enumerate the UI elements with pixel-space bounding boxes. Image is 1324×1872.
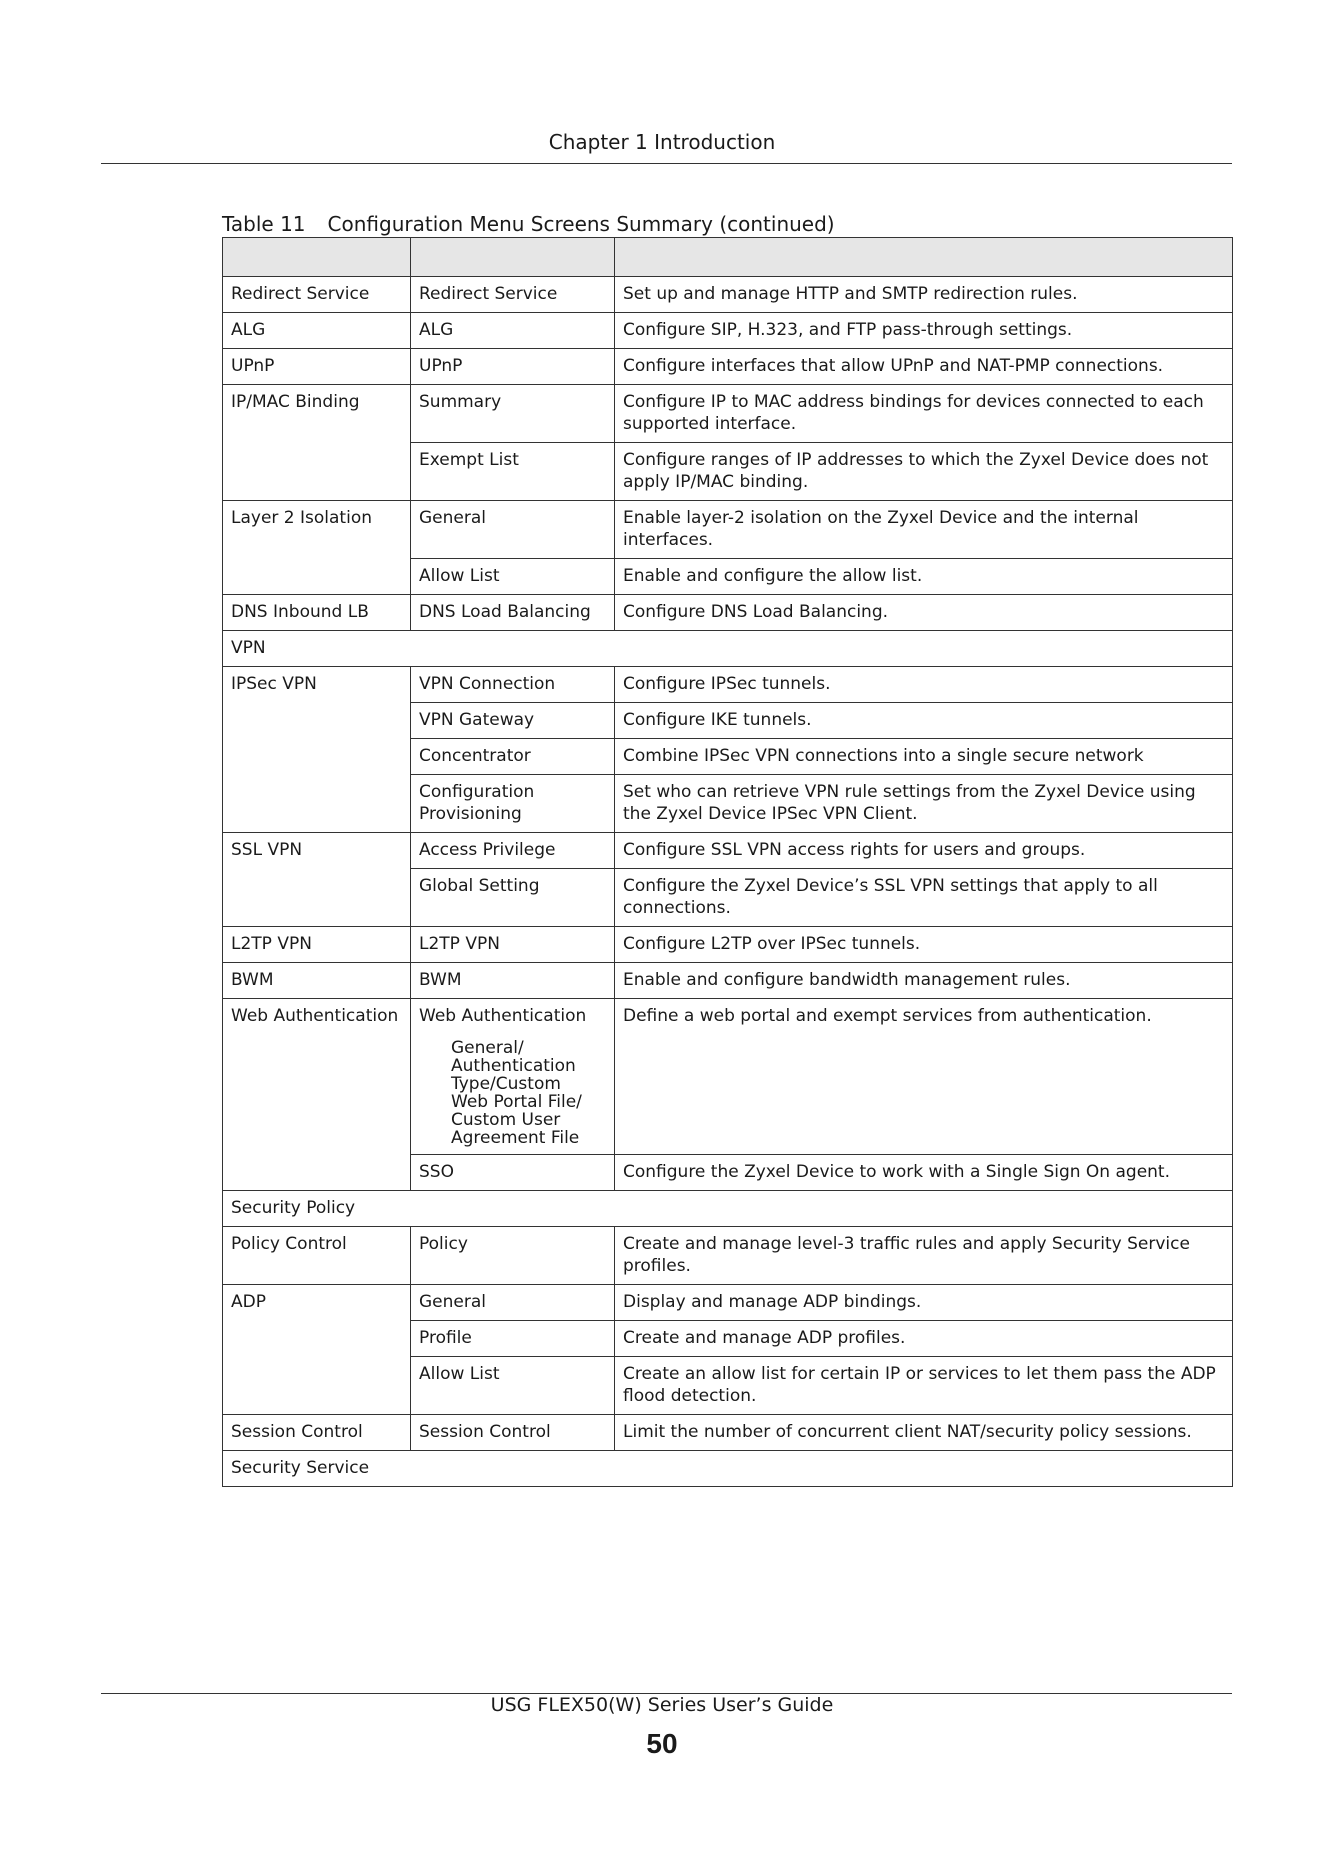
screen-name: Session Control: [419, 1422, 551, 1442]
function-cell: Configure the Zyxel Device’s SSL VPN settings that apply to all connections.: [615, 869, 1233, 927]
footer-title: USG FLEX50(W) Series User’s Guide: [490, 1694, 834, 1716]
function-cell: Create and manage ADP profiles.: [615, 1321, 1233, 1357]
table-section-row: [223, 1451, 1233, 1487]
table-row: [223, 349, 1233, 385]
screen-name: UPnP: [419, 356, 463, 376]
menu-cell: ALG: [223, 313, 411, 349]
menu-cell: Web Authentication: [223, 999, 411, 1191]
screen-name: Profile: [419, 1328, 472, 1348]
header-divider: [101, 163, 1232, 164]
section-heading-cell: Security Policy: [223, 1191, 1233, 1227]
configuration-menu-table: [222, 237, 1233, 1487]
function-cell: Display and manage ADP bindings.: [615, 1285, 1233, 1321]
screen-name: Allow List: [419, 566, 500, 586]
table-row: [223, 1415, 1233, 1451]
function-cell: Configure L2TP over IPSec tunnels.: [615, 927, 1233, 963]
screen-cell: [411, 1155, 615, 1191]
menu-cell: Session Control: [223, 1415, 411, 1451]
table-caption-label: Table 11: [222, 212, 306, 236]
function-cell: Create an allow list for certain IP or services to let them pass the ADP flood detection.: [615, 1357, 1233, 1415]
screen-name: VPN Connection: [419, 674, 556, 694]
table-row: [223, 927, 1233, 963]
menu-cell: L2TP VPN: [223, 927, 411, 963]
table-caption: [222, 212, 835, 236]
screen-name: General: [419, 1292, 486, 1312]
section-heading-cell: Security Service: [223, 1451, 1233, 1487]
function-cell: Configure IPSec tunnels.: [615, 667, 1233, 703]
screen-cell: [411, 1227, 615, 1285]
function-cell: Create and manage level-3 traffic rules and apply Security Service profiles.: [615, 1227, 1233, 1285]
screen-name: Concentrator: [419, 746, 531, 766]
function-cell: Enable layer-2 isolation on the Zyxel Device and the internal interfaces.: [615, 501, 1233, 559]
table-header-row: [223, 238, 1233, 277]
menu-cell: Redirect Service: [223, 277, 411, 313]
menu-cell: UPnP: [223, 349, 411, 385]
screen-cell: [411, 349, 615, 385]
screen-cell: [411, 999, 615, 1155]
screen-name: Summary: [419, 392, 502, 412]
screen-cell: [411, 313, 615, 349]
table-caption-title: Configuration Menu Screens Summary (continued): [327, 212, 835, 236]
screen-name: ALG: [419, 320, 454, 340]
table-header-cell: [615, 238, 1233, 277]
screen-cell: [411, 703, 615, 739]
table-row: [223, 1227, 1233, 1285]
screen-name: Exempt List: [419, 450, 519, 470]
screen-name: VPN Gateway: [419, 710, 535, 730]
screen-sub-item: Web Portal File/: [451, 1092, 582, 1112]
screen-name: General: [419, 508, 486, 528]
function-cell: Enable and configure bandwidth management rules.: [615, 963, 1233, 999]
function-cell: Set who can retrieve VPN rule settings from the Zyxel Device using the Zyxel Device IPSec VPN Client.: [615, 775, 1233, 833]
screen-name: Access Privilege: [419, 840, 556, 860]
menu-cell: Policy Control: [223, 1227, 411, 1285]
screen-sub-item: Agreement File: [451, 1128, 580, 1148]
screen-name: L2TP VPN: [419, 934, 500, 954]
screen-cell: [411, 775, 615, 833]
screen-cell: [411, 277, 615, 313]
function-cell: Define a web portal and exempt services from authentication.: [615, 999, 1233, 1155]
menu-cell: ADP: [223, 1285, 411, 1415]
screen-cell: [411, 927, 615, 963]
function-cell: Configure the Zyxel Device to work with a Single Sign On agent.: [615, 1155, 1233, 1191]
screen-name: Redirect Service: [419, 284, 558, 304]
screen-cell: [411, 385, 615, 443]
function-cell: Set up and manage HTTP and SMTP redirection rules.: [615, 277, 1233, 313]
screen-name: SSO: [419, 1162, 454, 1182]
screen-cell: [411, 1285, 615, 1321]
screen-cell: [411, 667, 615, 703]
function-cell: Limit the number of concurrent client NAT/security policy sessions.: [615, 1415, 1233, 1451]
function-cell: Configure DNS Load Balancing.: [615, 595, 1233, 631]
screen-sub-item: General/: [451, 1038, 524, 1058]
table-row: [223, 999, 1233, 1155]
screen-name: Policy: [419, 1234, 468, 1254]
table-section-row: [223, 1191, 1233, 1227]
table-row: [223, 501, 1233, 559]
screen-cell: [411, 1321, 615, 1357]
page-number: 50: [646, 1728, 678, 1759]
section-heading-cell: VPN: [223, 631, 1233, 667]
table-body: [223, 277, 1233, 1487]
screen-name: Allow List: [419, 1364, 500, 1384]
table-header-cell: [411, 238, 615, 277]
screen-name: Global Setting: [419, 876, 540, 896]
screen-cell: [411, 443, 615, 501]
screen-sub-item: Type/Custom: [451, 1074, 561, 1094]
function-cell: Enable and configure the allow list.: [615, 559, 1233, 595]
table-row: [223, 385, 1233, 443]
menu-cell: SSL VPN: [223, 833, 411, 927]
menu-cell: Layer 2 Isolation: [223, 501, 411, 595]
table-row: [223, 277, 1233, 313]
menu-cell: IPSec VPN: [223, 667, 411, 833]
table-section-row: [223, 631, 1233, 667]
table-header-cell: [223, 238, 411, 277]
menu-cell: DNS Inbound LB: [223, 595, 411, 631]
menu-cell: IP/MAC Binding: [223, 385, 411, 501]
screen-cell: [411, 963, 615, 999]
table-row: [223, 1285, 1233, 1321]
table-row: [223, 833, 1233, 869]
screen-sub-items: [419, 1039, 606, 1147]
function-cell: Configure ranges of IP addresses to which the Zyxel Device does not apply IP/MAC binding.: [615, 443, 1233, 501]
table-row: [223, 963, 1233, 999]
screen-cell: [411, 739, 615, 775]
screen-sub-item: Custom User: [451, 1110, 561, 1130]
screen-sub-item: Authentication: [451, 1056, 576, 1076]
function-cell: Configure interfaces that allow UPnP and NAT-PMP connections.: [615, 349, 1233, 385]
table-row: [223, 595, 1233, 631]
menu-cell: BWM: [223, 963, 411, 999]
screen-cell: [411, 1357, 615, 1415]
screen-name: Web Authentication: [419, 1006, 587, 1026]
screen-cell: [411, 501, 615, 559]
screen-cell: [411, 833, 615, 869]
screen-cell: [411, 1415, 615, 1451]
screen-cell: [411, 559, 615, 595]
function-cell: Configure SIP, H.323, and FTP pass-through settings.: [615, 313, 1233, 349]
screen-name: DNS Load Balancing: [419, 602, 591, 622]
table-row: [223, 667, 1233, 703]
screen-cell: [411, 869, 615, 927]
screen-cell: [411, 595, 615, 631]
function-cell: Configure SSL VPN access rights for users and groups.: [615, 833, 1233, 869]
function-cell: Configure IKE tunnels.: [615, 703, 1233, 739]
screen-name: BWM: [419, 970, 462, 990]
page-header-title: Chapter 1 Introduction: [548, 130, 776, 154]
function-cell: Configure IP to MAC address bindings for devices connected to each supported interface.: [615, 385, 1233, 443]
screen-name: Configuration Provisioning: [419, 782, 535, 824]
table-row: [223, 313, 1233, 349]
function-cell: Combine IPSec VPN connections into a single secure network: [615, 739, 1233, 775]
